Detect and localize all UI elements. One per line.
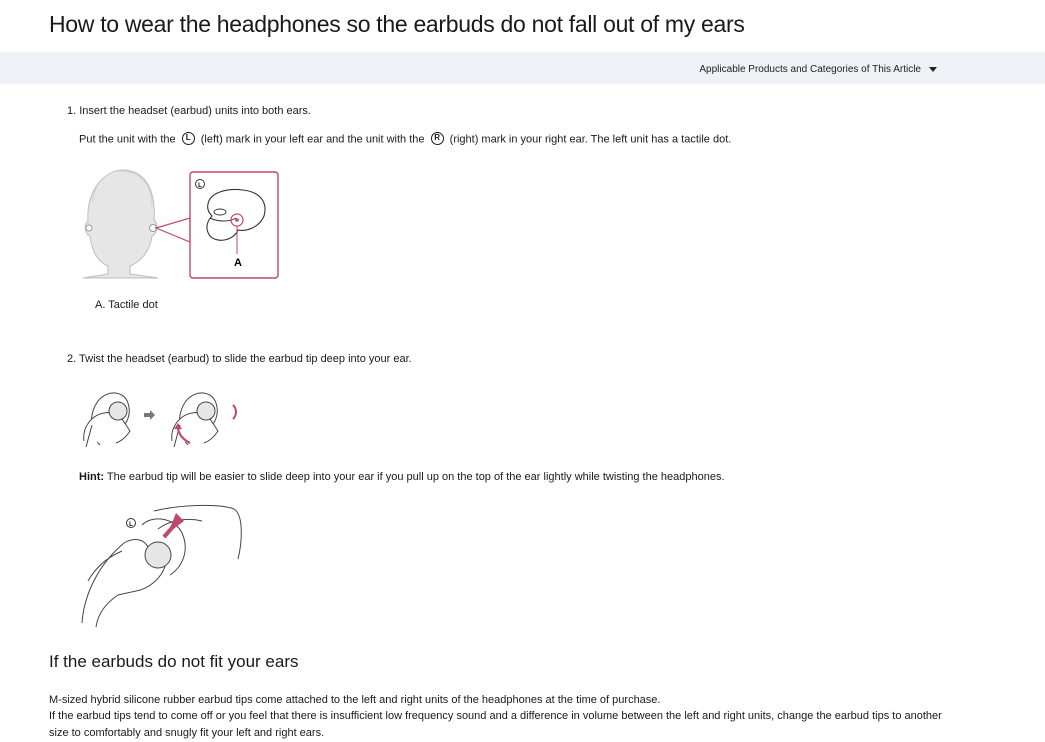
applicable-products-bar: [0, 52, 1045, 84]
step-1-text-before: Put the unit with the: [79, 133, 176, 146]
fit-paragraph-1: M-sized hybrid silicone rubber earbud tips come attached to the left and right units of the headphones at the time of purchase.: [49, 694, 661, 706]
step-1-text-middle: (left) mark in your left ear and the unit with the: [200, 133, 425, 146]
chevron-down-icon: [929, 67, 937, 72]
callout-left-mark-label: L: [198, 183, 202, 189]
hint-body: The earbud tip will be easier to slide deep into your ear if you pull up on the top of the ear lightly while twisting the headphones.: [106, 471, 725, 483]
applicable-products-label: Applicable Products and Categories of This Article: [699, 64, 921, 75]
right-mark-icon: R: [431, 132, 444, 145]
hint-label: Hint:: [79, 471, 105, 483]
step-1-text-after: (right) mark in your right ear. The left unit has a tactile dot.: [449, 133, 732, 146]
fit-section-title: If the earbuds do not fit your ears: [49, 652, 299, 671]
applicable-products-toggle[interactable]: [699, 64, 937, 75]
tactile-dot-caption: A. Tactile dot: [95, 299, 158, 311]
hint-text: [79, 471, 725, 483]
twist-earbud-illustration: [78, 385, 248, 453]
hint-left-mark-label: L: [129, 522, 133, 528]
left-mark-icon: L: [182, 132, 195, 145]
step-2-title: 2. Twist the headset (earbud) to slide the earbud tip deep into your ear.: [67, 353, 412, 365]
page-title: How to wear the headphones so the earbuds do not fall out of my ears: [49, 11, 745, 37]
head-with-earbud-illustration: [78, 162, 288, 284]
pull-ear-illustration: [78, 503, 248, 629]
step-1-text: [79, 133, 731, 146]
callout-letter-a: A: [234, 257, 242, 269]
fit-paragraph-2: If the earbud tips tend to come off or you feel that there is insufficient low frequency sound and a difference in volume between the left and right units, change the earbud tips to another size to comfortably and snugly fit your left and right ears.: [49, 710, 942, 739]
step-1-title: 1. Insert the headset (earbud) units into both ears.: [67, 105, 311, 117]
